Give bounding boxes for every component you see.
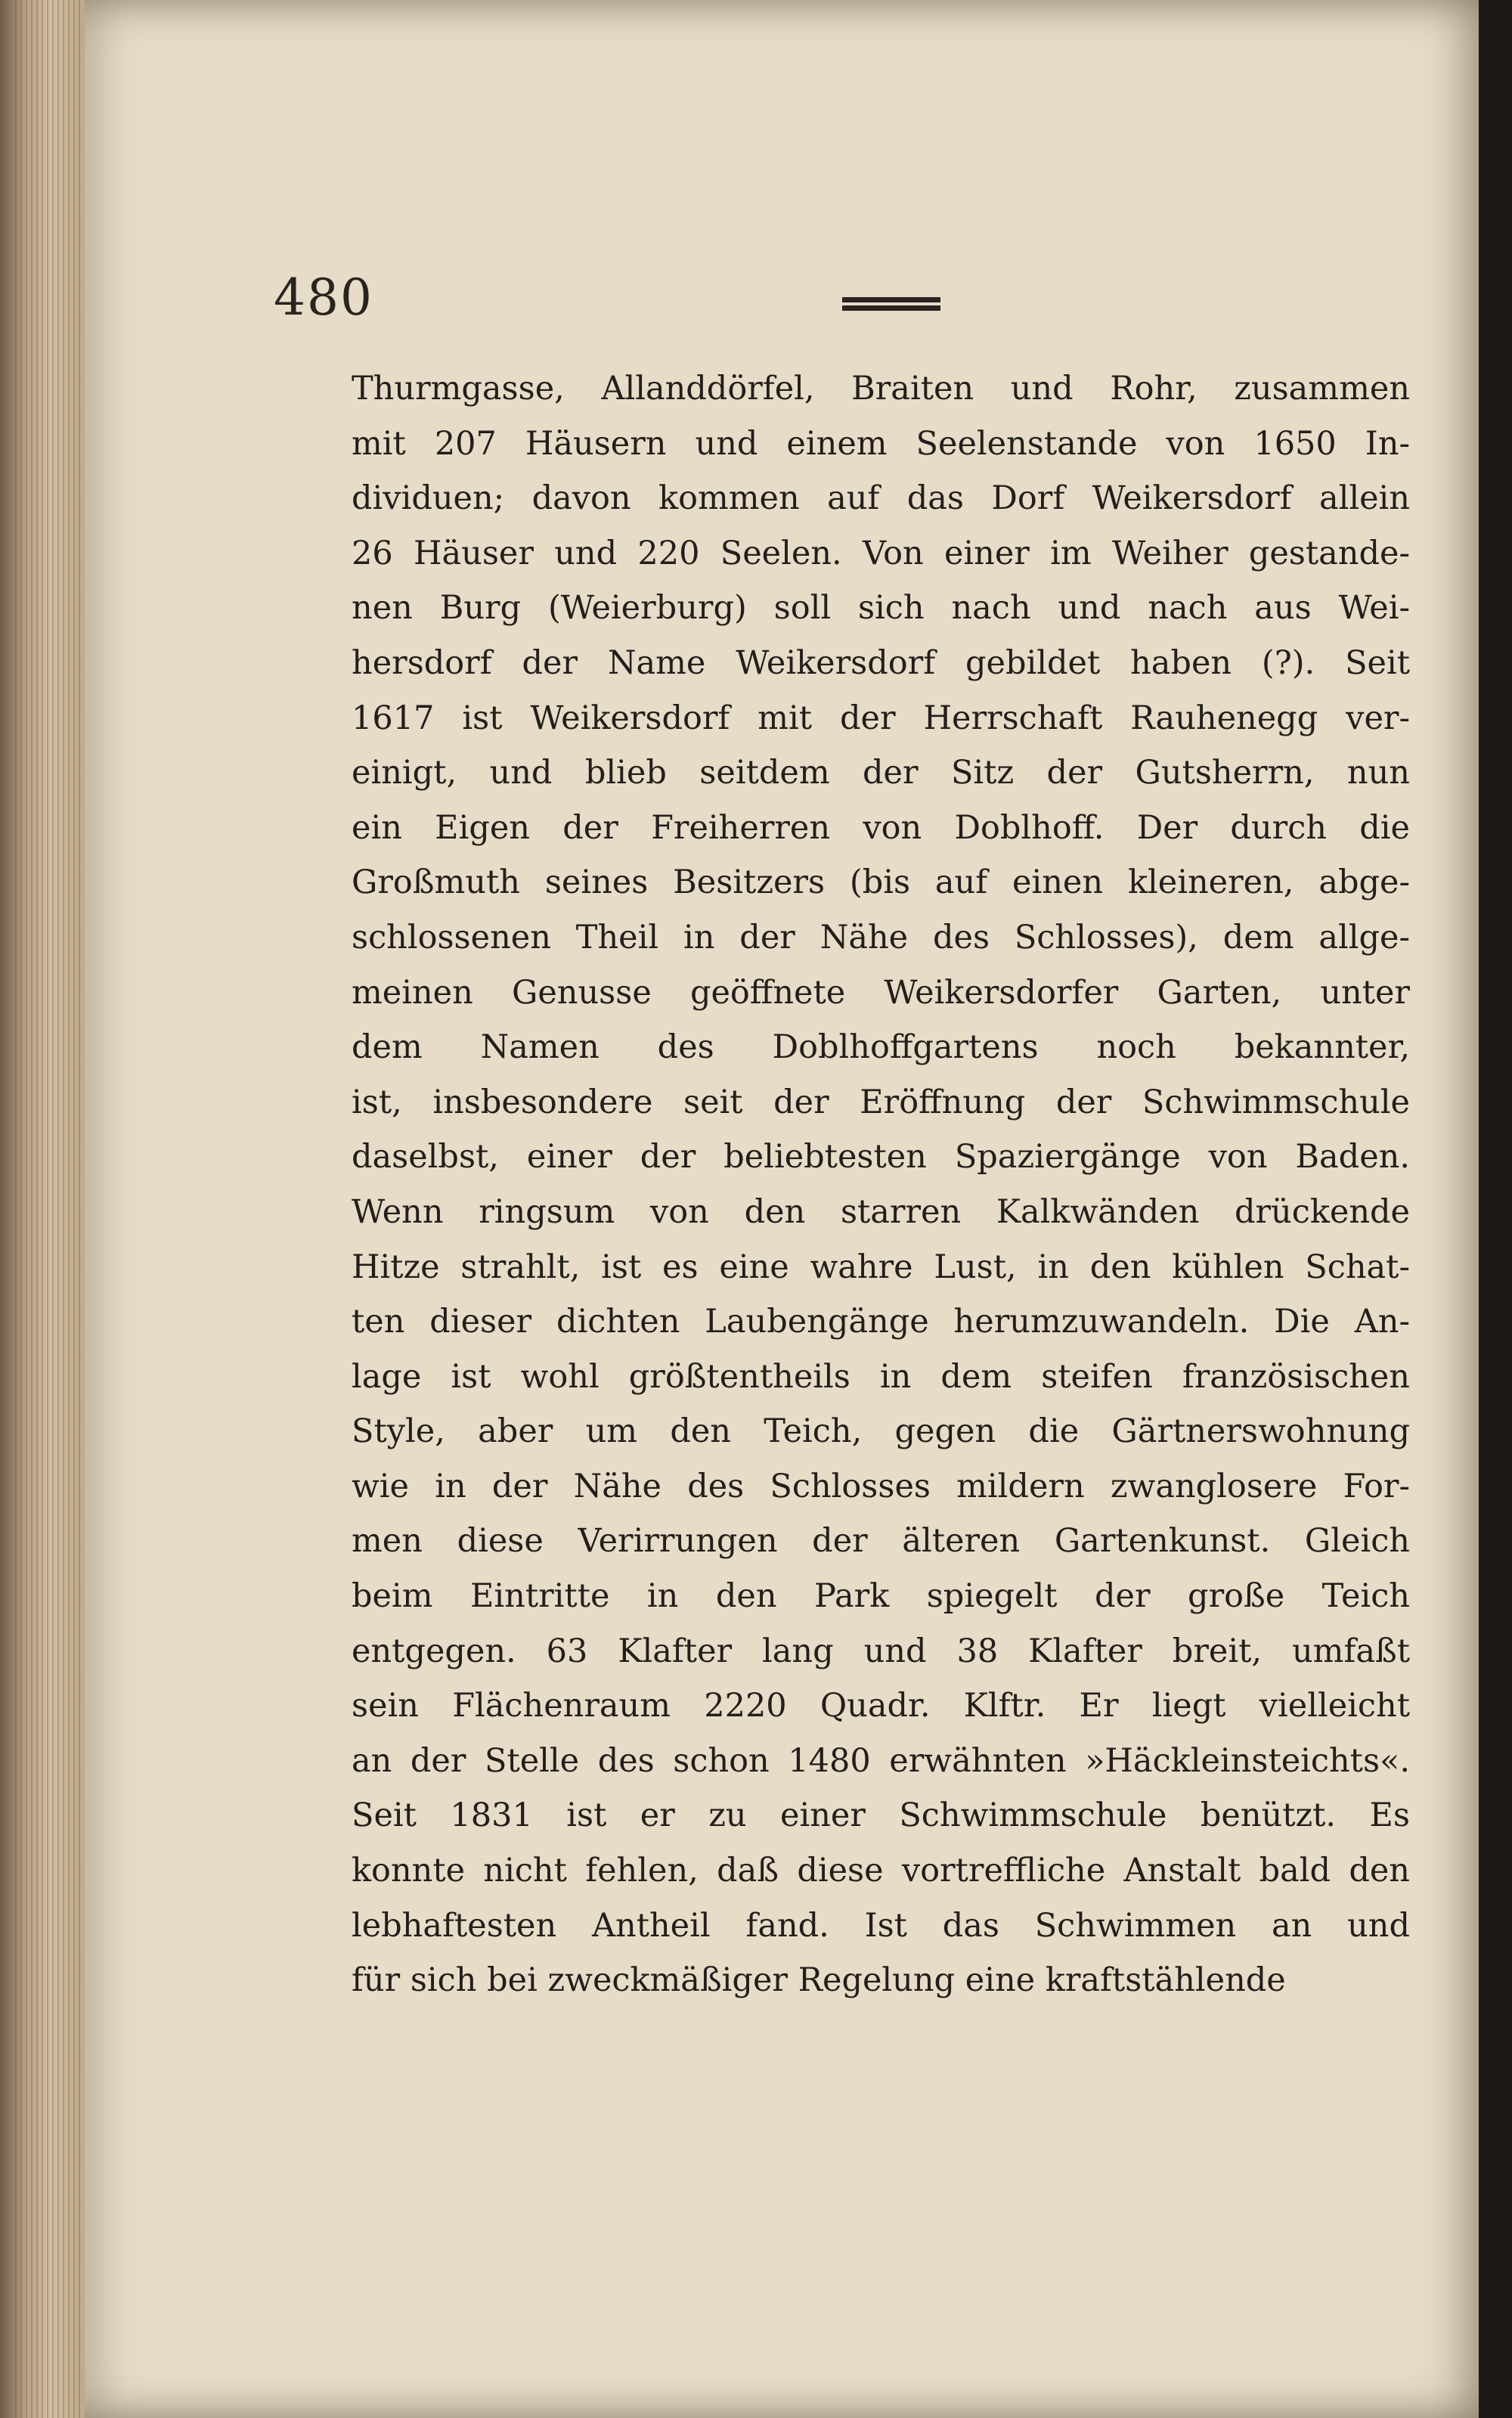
text-line: Seit 1831 ist er zu einer Schwimmschule benützt. Es: [352, 1796, 1410, 1835]
text-line: meinen Genusse geöffnete Weikersdorfer Garten, unter: [352, 973, 1410, 1012]
text-line: beim Eintritte in den Park spiegelt der große Teich: [352, 1577, 1410, 1616]
text-line: hersdorf der Name Weikersdorf gebildet haben (?). Seit: [352, 643, 1410, 682]
text-line: wie in der Nähe des Schlosses mildern zwanglosere For-: [352, 1467, 1410, 1505]
text-line: ist, insbesondere seit der Eröffnung der Schwimmschule: [352, 1083, 1410, 1121]
text-line: men diese Verirrungen der älteren Gartenkunst. Gleich: [352, 1522, 1410, 1561]
text-line: Style, aber um den Teich, gegen die Gärtnerswohnung: [352, 1412, 1410, 1451]
text-line: mit 207 Häusern und einem Seelenstande von 1650 In-: [352, 424, 1410, 463]
text-line: 1617 ist Weikersdorf mit der Herrschaft Rauhenegg ver-: [352, 699, 1410, 737]
text-line: schlossenen Theil in der Nähe des Schlosses), dem allge-: [352, 918, 1410, 956]
text-line: Wenn ringsum von den starren Kalkwänden drückende: [352, 1192, 1410, 1231]
text-line: sein Flächenraum 2220 Quadr. Klftr. Er liegt vielleicht: [352, 1687, 1410, 1725]
text-line: 26 Häuser und 220 Seelen. Von einer im Weiher gestande-: [352, 534, 1410, 572]
text-line: ein Eigen der Freiherren von Doblhoff. Der durch die: [352, 808, 1410, 847]
page-number: 480: [274, 268, 373, 327]
text-line: lage ist wohl größtentheils in dem steifen französischen: [352, 1357, 1410, 1396]
page-edge-texture: [15, 0, 82, 2418]
text-line: dem Namen des Doblhoffgartens noch bekannter,: [352, 1028, 1410, 1067]
text-line: für sich bei zweckmäßiger Regelung eine kraftstählende: [352, 1961, 1286, 2000]
page-gutter-shadow: [1479, 0, 1497, 2418]
text-line: ten dieser dichten Laubengänge herumzuwandeln. Die An-: [352, 1303, 1410, 1341]
text-line: entgegen. 63 Klafter lang und 38 Klafter breit, umfaßt: [352, 1632, 1410, 1670]
text-line: Thurmgasse, Allanddörfel, Braiten und Rohr, zusammen: [352, 370, 1410, 408]
page-header: [274, 268, 1408, 336]
text-line: einigt, und blieb seitdem der Sitz der Gutsherrn, nun: [352, 754, 1410, 792]
text-line: nen Burg (Weierburg) soll sich nach und nach aus Wei-: [352, 589, 1410, 628]
header-rule: [842, 297, 940, 311]
text-line: lebhaftesten Antheil fand. Ist das Schwimmen an und: [352, 1906, 1410, 1945]
body-text: [352, 361, 1410, 2008]
text-line: Großmuth seines Besitzers (bis auf einen kleineren, abge-: [352, 863, 1410, 902]
text-line: dividuen; davon kommen auf das Dorf Weikersdorf allein: [352, 479, 1410, 518]
text-line: daselbst, einer der beliebtesten Spaziergänge von Baden.: [352, 1138, 1410, 1176]
text-line: konnte nicht fehlen, daß diese vortreffliche Anstalt bald den: [352, 1852, 1410, 1890]
text-line: an der Stelle des schon 1480 erwähnten »Häckleinsteichts«.: [352, 1741, 1410, 1780]
text-line: Hitze strahlt, ist es eine wahre Lust, in den kühlen Schat-: [352, 1248, 1410, 1286]
